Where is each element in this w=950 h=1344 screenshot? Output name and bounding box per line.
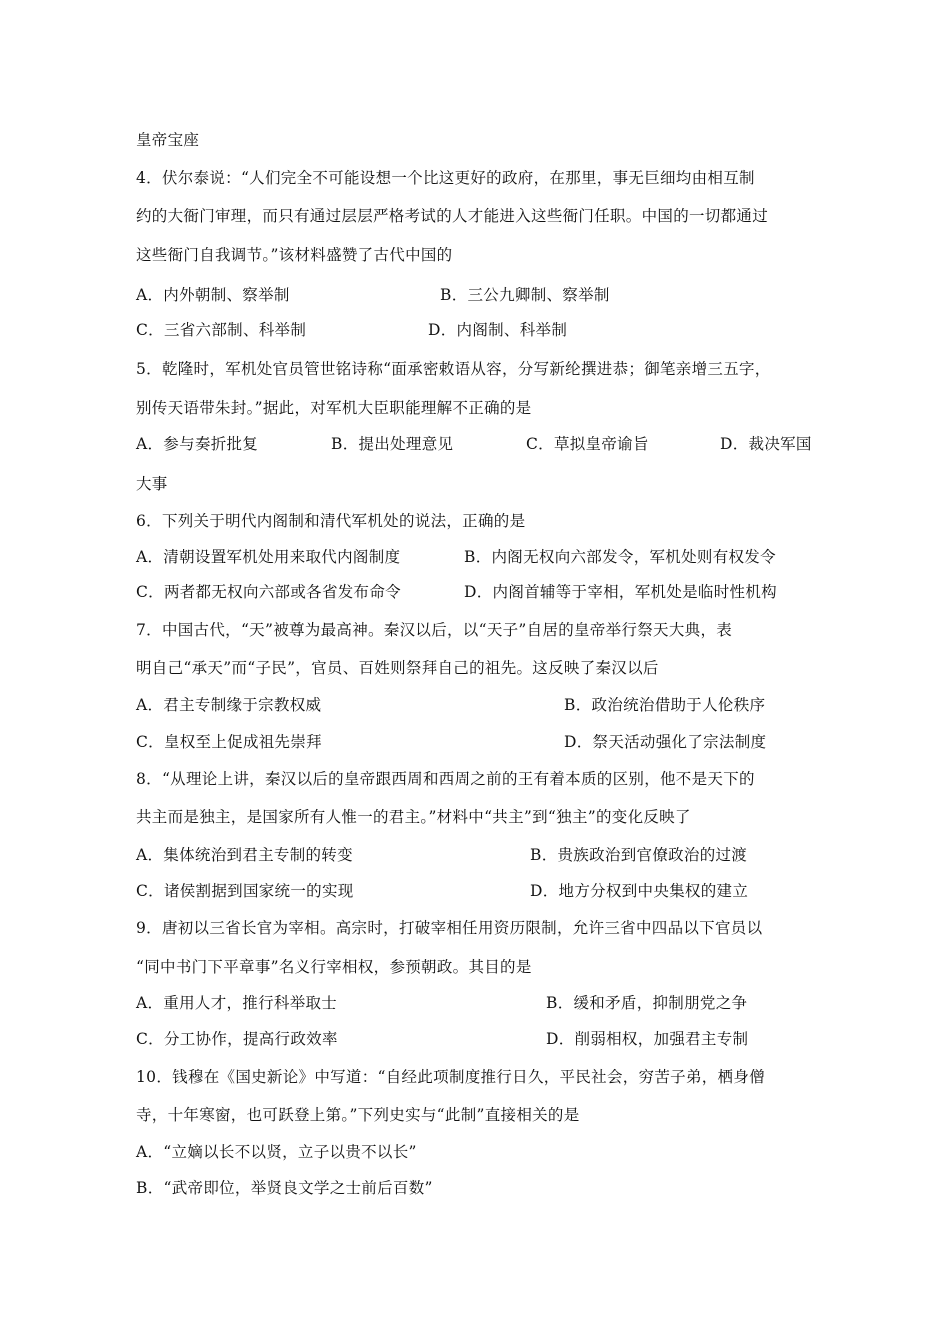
option-q5-b: B．提出处理意见	[331, 435, 454, 453]
option-q4-d: D．内阁制、科举制	[428, 321, 568, 339]
option-q4-b: B．三公九卿制、察举制	[440, 286, 610, 304]
question-5-line: 别传天语带朱封。”据此，对军机大臣职能理解不正确的是	[136, 399, 532, 417]
question-4-line: 4．伏尔泰说：“人们完全不可能设想一个比这更好的政府，在那里，事无巨细均由相互制	[136, 169, 755, 187]
option-q4-a: A．内外朝制、察举制	[136, 286, 290, 304]
option-q7-b: B．政治统治借助于人伦秩序	[564, 696, 766, 714]
option-q8-d: D．地方分权到中央集权的建立	[530, 882, 749, 900]
option-q8-a: A．集体统治到君主专制的转变	[136, 846, 353, 864]
text-line: 皇帝宝座	[136, 131, 200, 149]
option-q6-c: C．两者都无权向六部或各省发布命令	[136, 583, 401, 601]
question-6-line: 6．下列关于明代内阁制和清代军机处的说法，正确的是	[136, 512, 526, 530]
option-q9-a: A．重用人才，推行科举取士	[136, 994, 338, 1012]
option-q7-d: D．祭天活动强化了宗法制度	[564, 733, 767, 751]
question-9-line: 9．唐初以三省长官为宰相。高宗时，打破宰相任用资历限制，允许三省中四品以下官员以	[136, 919, 763, 937]
option-q5-a: A．参与奏折批复	[136, 435, 259, 453]
option-q9-b: B．缓和矛盾，抑制朋党之争	[546, 994, 748, 1012]
option-q9-d: D．削弱相权，加强君主专制	[546, 1030, 749, 1048]
option-q4-c: C．三省六部制、科举制	[136, 321, 307, 339]
option-q6-a: A．清朝设置军机处用来取代内阁制度	[136, 548, 401, 566]
option-q8-b: B．贵族政治到官僚政治的过渡	[530, 846, 748, 864]
option-q5-d: D．裁决军国	[720, 435, 812, 453]
question-7-line: 7．中国古代，“天”被尊为最高神。秦汉以后，以“天子”自居的皇帝举行祭天大典，表	[136, 621, 733, 639]
option-q9-c: C．分工协作，提高行政效率	[136, 1030, 338, 1048]
option-q7-a: A．君主专制缘于宗教权威	[136, 696, 322, 714]
option-q6-b: B．内阁无权向六部发令，军机处则有权发令	[464, 548, 776, 566]
question-5-continuation: 大事	[136, 475, 168, 493]
question-9-line: “同中书门下平章事”名义行宰相权，参预朝政。其目的是	[136, 958, 532, 976]
question-10-line: 寺，十年寒窗，也可跃登上第。”下列史实与“此制”直接相关的是	[136, 1106, 580, 1124]
question-10-line: 10．钱穆在《国史新论》中写道：“自经此项制度推行日久，平民社会，穷苦子弟，栖身僧	[136, 1068, 765, 1086]
option-q7-c: C．皇权至上促成祖先崇拜	[136, 733, 322, 751]
question-7-line: 明自己“承天”而“子民”，官员、百姓则祭拜自己的祖先。这反映了秦汉以后	[136, 659, 659, 677]
option-q10-a: A．“立嫡以长不以贤，立子以贵不以长”	[136, 1143, 417, 1161]
question-8-line: 8．“从理论上讲，秦汉以后的皇帝跟西周和西周之前的王有着本质的区别，他不是天下的	[136, 770, 755, 788]
option-q6-d: D．内阁首辅等于宰相，军机处是临时性机构	[464, 583, 777, 601]
question-4-line: 这些衙门自我调节。”该材料盛赞了古代中国的	[136, 246, 453, 264]
option-q5-c: C．草拟皇帝谕旨	[526, 435, 649, 453]
question-8-line: 共主而是独主，是国家所有人惟一的君主。”材料中“共主”到“独主”的变化反映了	[136, 808, 691, 826]
question-5-line: 5．乾隆时，军机处官员管世铭诗称“面承密敕语从容，分写新纶撰进恭；御笔亲增三五字，	[136, 360, 771, 378]
option-q8-c: C．诸侯割据到国家统一的实现	[136, 882, 354, 900]
option-q10-b: B．“武帝即位，举贤良文学之士前后百数”	[136, 1179, 433, 1197]
question-4-line: 约的大衙门审理，而只有通过层层严格考试的人才能进入这些衙门任职。中国的一切都通过	[136, 207, 769, 225]
